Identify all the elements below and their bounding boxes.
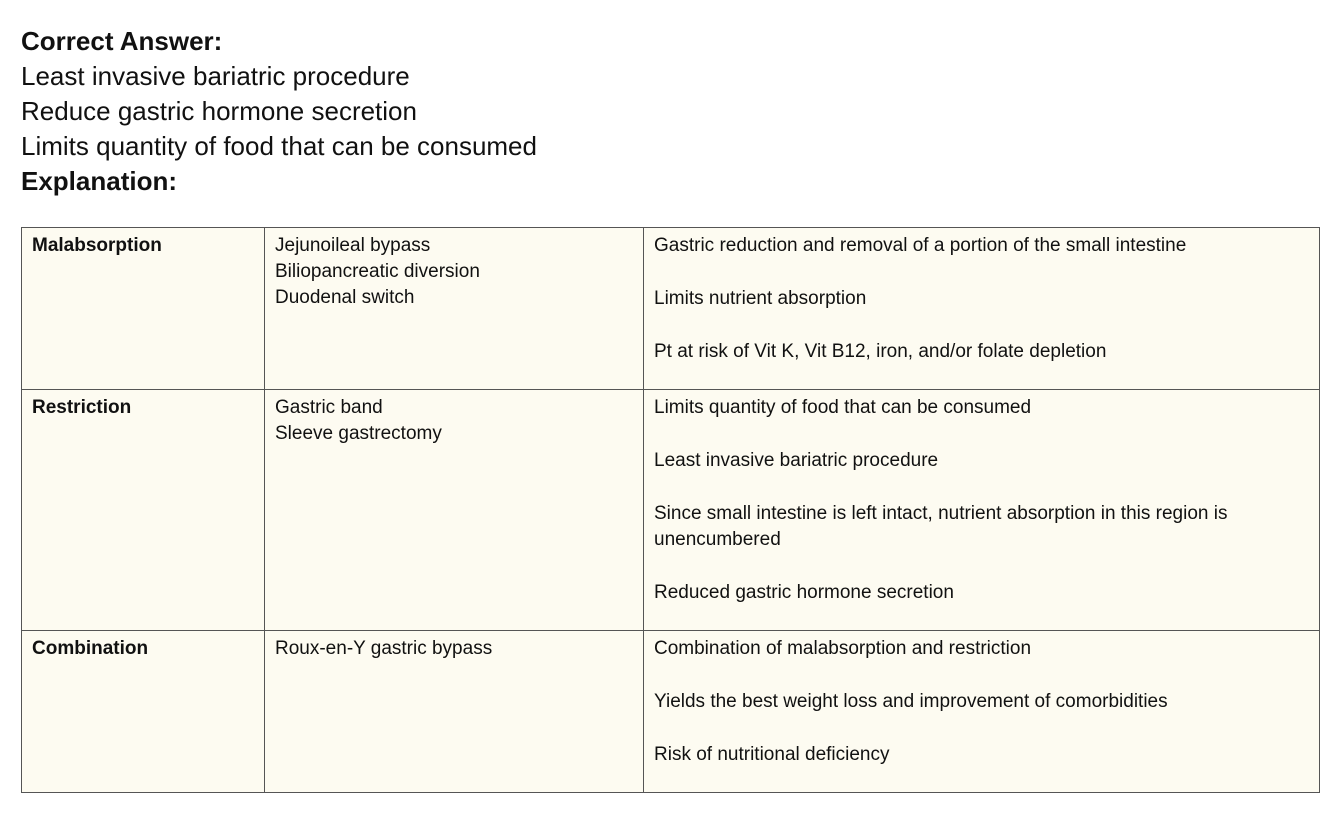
- explanation-heading: Explanation:: [21, 166, 178, 196]
- table-row: [22, 228, 1320, 390]
- description-item: Since small intestine is left intact, nutrient absorption in this region is unencumbered: [654, 503, 1228, 550]
- description-item: Yields the best weight loss and improvement of comorbidities: [654, 691, 1168, 712]
- correct-answer-line: Limits quantity of food that can be consumed: [21, 131, 537, 161]
- correct-answer-heading: Correct Answer:: [21, 26, 223, 56]
- description-item: Limits nutrient absorption: [654, 288, 867, 309]
- description-item: Pt at risk of Vit K, Vit B12, iron, and/or folate depletion: [654, 341, 1107, 362]
- category-label: Restriction: [32, 397, 132, 418]
- description-item: Gastric reduction and removal of a portion of the small intestine: [654, 235, 1187, 256]
- procedure-item: Sleeve gastrectomy: [275, 423, 442, 444]
- category-cell: [22, 228, 265, 390]
- procedure-item: Jejunoileal bypass: [275, 235, 431, 256]
- procedure-item: Gastric band: [275, 397, 383, 418]
- correct-answer-line: Reduce gastric hormone secretion: [21, 96, 417, 126]
- table-row: [22, 631, 1320, 793]
- category-cell: [22, 631, 265, 793]
- correct-answer-line: Least invasive bariatric procedure: [21, 61, 410, 91]
- category-label: Malabsorption: [32, 235, 162, 256]
- description-cell: [644, 228, 1320, 390]
- procedures-cell: [265, 390, 644, 631]
- procedures-cell: [265, 228, 644, 390]
- procedure-item: Roux-en-Y gastric bypass: [275, 638, 493, 659]
- description-item: Limits quantity of food that can be consumed: [654, 397, 1032, 418]
- procedure-item: Biliopancreatic diversion: [275, 261, 480, 282]
- category-cell: [22, 390, 265, 631]
- explanation-table: [21, 227, 1320, 793]
- description-cell: [644, 631, 1320, 793]
- description-item: Risk of nutritional deficiency: [654, 744, 890, 765]
- description-cell: [644, 390, 1320, 631]
- description-item: Reduced gastric hormone secretion: [654, 582, 954, 603]
- table-row: [22, 390, 1320, 631]
- description-item: Least invasive bariatric procedure: [654, 450, 939, 471]
- procedures-cell: [265, 631, 644, 793]
- category-label: Combination: [32, 638, 149, 659]
- description-item: Combination of malabsorption and restriction: [654, 638, 1032, 659]
- procedure-item: Duodenal switch: [275, 287, 415, 308]
- answer-block: [21, 24, 921, 199]
